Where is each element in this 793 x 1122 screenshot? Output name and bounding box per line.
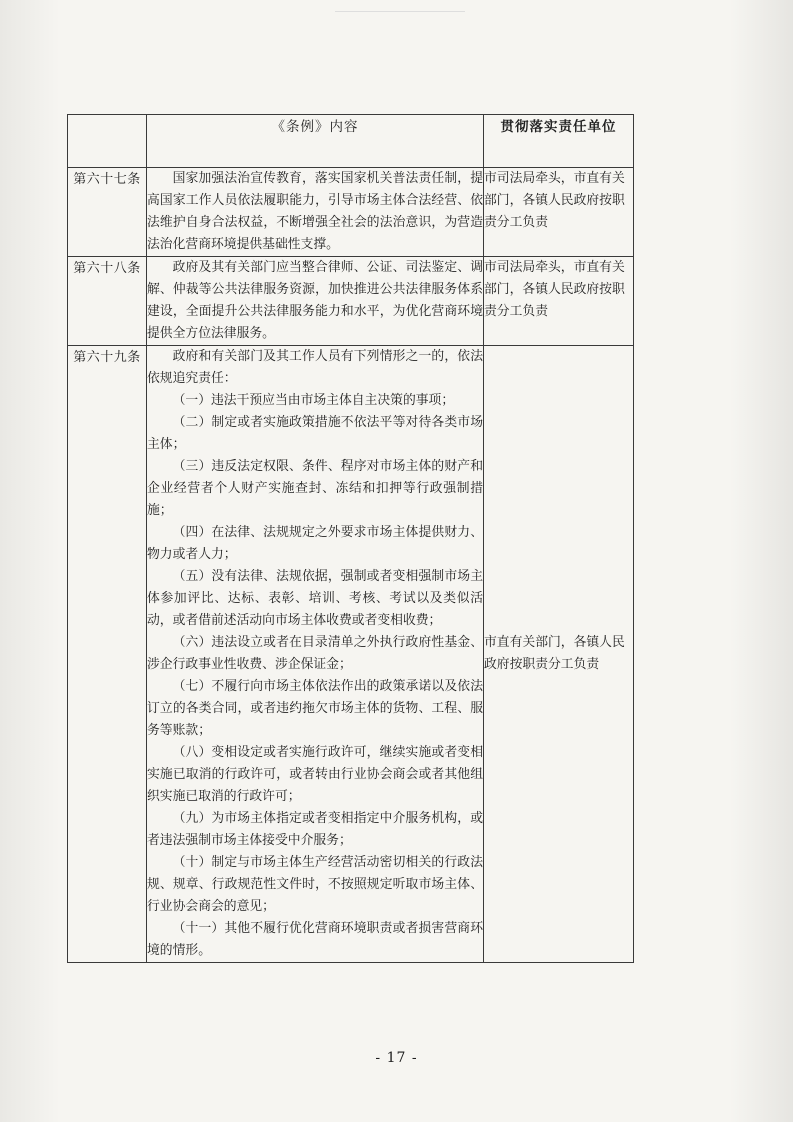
responsible-unit: 市司法局牵头，市直有关部门，各镇人民政府按职责分工负责 xyxy=(484,168,634,257)
article-item: （四）在法律、法规规定之外要求市场主体提供财力、物力或者人力； xyxy=(147,525,483,562)
header-unit-cell: 贯彻落实责任单位 xyxy=(484,115,634,168)
header-content-cell: 《条例》内容 xyxy=(147,115,484,168)
responsibility-table xyxy=(67,114,634,963)
bleed-through-rule xyxy=(335,11,465,12)
article-item: （二）制定或者实施政策措施不依法平等对待各类市场主体； xyxy=(147,415,483,452)
article-item: （六）违法设立或者在目录清单之外执行政府性基金、涉企行政事业性收费、涉企保证金； xyxy=(147,635,483,672)
article-item: （八）变相设定或者实施行政许可，继续实施或者变相实施已取消的行政许可，或者转由行业协会商会或者其他组织实施已取消的行政许可； xyxy=(147,745,483,804)
article-item: （七）不履行向市场主体依法作出的政策承诺以及依法订立的各类合同，或者违约拖欠市场主体的货物、工程、服务等账款； xyxy=(147,679,483,738)
article-content xyxy=(147,346,484,963)
responsible-unit: 市直有关部门，各镇人民政府按职责分工负责 xyxy=(484,346,634,963)
header-article-cell xyxy=(68,115,147,168)
article-item: （一）违法干预应当由市场主体自主决策的事项； xyxy=(172,393,455,408)
article-paragraph: 国家加强法治宣传教育，落实国家机关普法责任制，提高国家工作人员依法履职能力，引导市场主体合法经营、依法维护自身合法权益，不断增强全社会的法治意识，为营造法治化营商环境提供基础性支撑。 xyxy=(147,171,483,252)
table-row-article-68 xyxy=(68,257,634,346)
article-item: （五）没有法律、法规依据，强制或者变相强制市场主体参加评比、达标、表彰、培训、考核、考试以及类似活动，或者借前述活动向市场主体收费或者变相收费； xyxy=(147,569,483,628)
bleed-through-header xyxy=(300,8,500,32)
article-intro: 政府和有关部门及其工作人员有下列情形之一的，依法依规追究责任： xyxy=(147,349,483,386)
article-item: （十一）其他不履行优化营商环境职责或者损害营商环境的情形。 xyxy=(147,921,483,958)
table-row-article-69 xyxy=(68,346,634,963)
table-header-row xyxy=(68,115,634,168)
article-paragraph: 政府及其有关部门应当整合律师、公证、司法鉴定、调解、仲裁等公共法律服务资源，加快推进公共法律服务体系建设，全面提升公共法律服务能力和水平，为优化营商环境提供全方位法律服务。 xyxy=(147,260,483,341)
article-item: （九）为市场主体指定或者变相指定中介服务机构，或者违法强制市场主体接受中介服务； xyxy=(147,811,483,848)
article-item: （三）违反法定权限、条件、程序对市场主体的财产和企业经营者个人财产实施查封、冻结和扣押等行政强制措施； xyxy=(147,459,483,518)
article-number: 第六十八条 xyxy=(68,257,147,346)
table-row-article-67 xyxy=(68,168,634,257)
page-number: - 17 - xyxy=(375,1050,418,1066)
responsible-unit: 市司法局牵头，市直有关部门，各镇人民政府按职责分工负责 xyxy=(484,257,634,346)
article-content xyxy=(147,168,484,257)
article-item: （十）制定与市场主体生产经营活动密切相关的行政法规、规章、行政规范性文件时，不按照规定听取市场主体、行业协会商会的意见； xyxy=(147,855,483,914)
article-number: 第六十七条 xyxy=(68,168,147,257)
article-content xyxy=(147,257,484,346)
article-number: 第六十九条 xyxy=(68,346,147,963)
